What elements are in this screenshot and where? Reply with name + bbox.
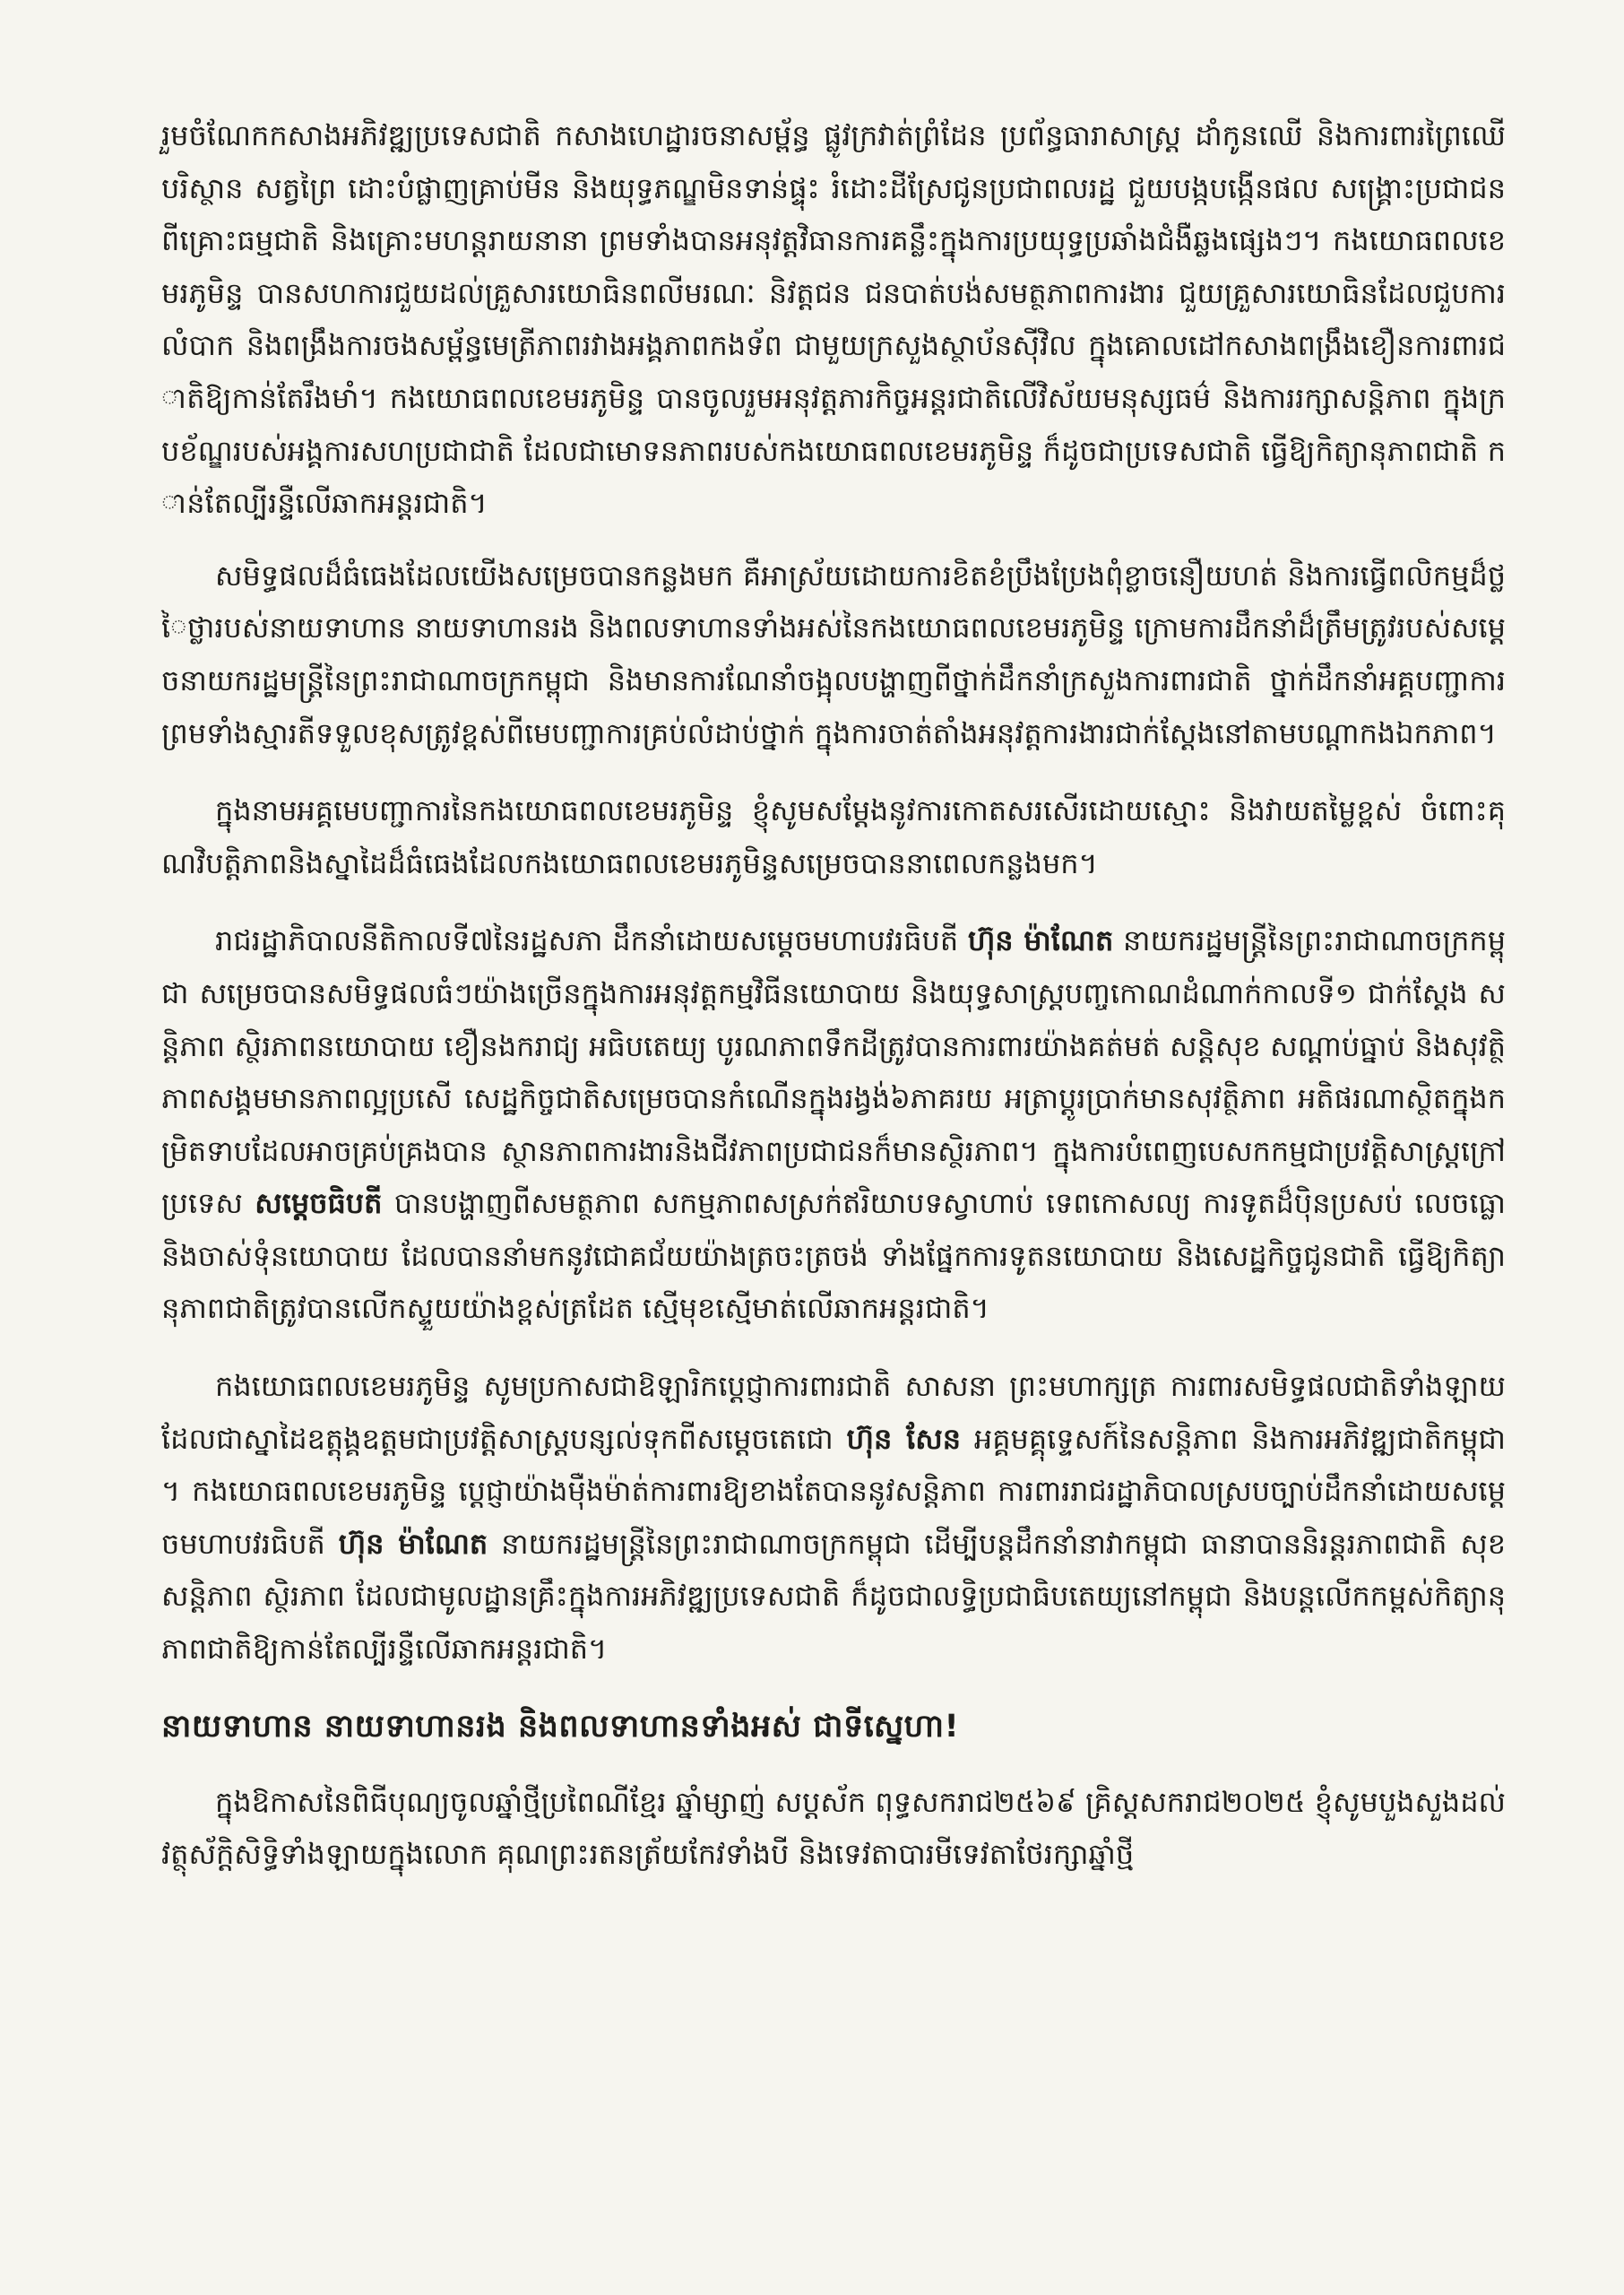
paragraph-4-text-c: បានបង្ហាញពីសមត្ថភាព សកម្មភាពសស្រក់ឥរិយាបទស្វាហាប់ ទេពកោសល្យ ការទូតដ៏ប៉ិនប្រសប់ លេចធ្លោ និងចាស់ទុំនយោបាយ ដែលបាននាំមកនូវជោគជ័យយ៉ាងត្រចះត្រចង់ ទាំងផ្នែកការទូតនយោបាយ និងសេដ្ឋកិច្ចជូនជាតិ ធ្វើឱ្យកិត្យានុភាពជាតិត្រូវបានលើកស្ទួយយ៉ាងខ្ពស់ត្រដែត ស្មើមុខស្មើមាត់លើឆាកអន្តរជាតិ។ [161,1186,1506,1326]
samdech-thipadei-bold: សម្តេចធិបតី [255,1186,383,1221]
paragraph-5-text-a: កងយោធពលខេមរភូមិន្ទ សូមប្រកាសជាឱឡារិកប្តេជ្ញាការពារជាតិ សាសនា ព្រះមហាក្សត្រ ការពារសមិទ្ធផលជាតិទាំងឡាយ ដែលជាស្នាដៃឧត្តុង្គឧត្តមជាប្រវត្តិសាស្ត្របន្សល់ទុកពីសម្តេចតេជោ [161,1369,1506,1456]
paragraph-1-text: រួមចំណែកកសាងអភិវឌ្ឍប្រទេសជាតិ កសាងហេដ្ឋារចនាសម្ព័ន្ធ ផ្លូវក្រវាត់ព្រំដែន ប្រព័ន្ធធារាសាស្ត្រ ដាំកូនឈើ និងការពារព្រៃឈើ បរិស្ថាន សត្វព្រៃ ដោះបំផ្លាញគ្រាប់មីន និងយុទ្ធភណ្ឌមិនទាន់ផ្ទុះ រំដោះដីស្រែជូនប្រជាពលរដ្ឋ ជួយបង្កបង្កើនផល សង្គ្រោះប្រជាជនពីគ្រោះធម្មជាតិ និងគ្រោះមហន្តរាយនានា ព្រមទាំងបានអនុវត្តវិធានការគន្លឹះក្នុងការប្រយុទ្ធប្រឆាំងជំងឺឆ្លងផ្សេងៗ។ កងយោធពលខេមរភូមិន្ទ បានសហការជួយដល់គ្រួសារយោធិនពលីមរណៈ និវត្តជន ជនបាត់បង់សមត្ថភាពការងារ ជួយគ្រួសារយោធិនដែលជួបការលំបាក និងពង្រឹងការចងសម្ព័ន្ធមេត្រីភាពរវាងអង្គភាពកងទ័ព ជាមួយក្រសួងស្ថាប័នស៊ីវិល ក្នុងគោលដៅកសាងពង្រឹងខឿនការពារជាតិឱ្យកាន់តែរឹងមាំ។ កងយោធពលខេមរភូមិន្ទ បានចូលរួមអនុវត្តភារកិច្ចអន្តរជាតិលើវិស័យមនុស្សធម៌ និងការរក្សាសន្តិភាព ក្នុងក្របខ័ណ្ឌរបស់អង្គការសហប្រជាជាតិ ដែលជាមោទនភាពរបស់កងយោធពលខេមរភូមិន្ទ ក៏ដូចជាប្រទេសជាតិ ធ្វើឱ្យកិត្យានុភាពជាតិ កាន់តែល្បីរន្ទឺលើឆាកអន្តរជាតិ។ [161,118,1506,521]
hun-sen-name-bold: ហ៊ុន សែន [846,1421,962,1456]
paragraph-3-text: ក្នុងនាមអគ្គមេបញ្ជាការនៃកងយោធពលខេមរភូមិន្ទ ខ្ញុំសូមសម្តែងនូវការកោតសរសើរដោយស្មោះ និងវាយតម្លៃខ្ពស់ ចំពោះគុណវិបត្តិភាពនិងស្នាដៃដ៏ធំធេងដែលកងយោធពលខេមរភូមិន្ទសម្រេចបាននាពេលកន្លងមក។ [161,793,1506,880]
address-heading: នាយទាហាន នាយទាហានរង និងពលទាហានទាំងអស់ ជាទីស្នេហា! [161,1708,960,1745]
paragraph-4-text-b: នាយករដ្ឋមន្ត្រីនៃព្រះរាជាណាចក្រកម្ពុជា សម្រេចបានសមិទ្ធផលធំៗយ៉ាងច្រើនក្នុងការអនុវត្តកម្មវិធីនយោបាយ និងយុទ្ធសាស្ត្របញ្ចកោណដំណាក់កាលទី១ ជាក់ស្តែង សន្តិភាព ស្ថិរភាពនយោបាយ ខឿនងករាជ្យ អធិបតេយ្យ បូរណភាពទឹកដីត្រូវបានការពារយ៉ាងគត់មត់ សន្តិសុខ សណ្តាប់ធ្នាប់ និងសុវត្ថិភាពសង្គមមានភាពល្អប្រសើ សេដ្ឋកិច្ចជាតិសម្រេចបានកំណើនក្នុងរង្វង់៦ភាគរយ អត្រាប្តូរប្រាក់មានសុវត្ថិភាព អតិផរណាស្ថិតក្នុងកម្រិតទាបដែលអាចគ្រប់គ្រងបាន ស្ថានភាពការងារនិងជីវភាពប្រជាជនក៏មានស្ថិរភាព។ ក្នុងការបំពេញបេសកកម្មជាប្រវត្តិសាស្ត្រក្រៅប្រទេស [161,923,1507,1221]
paragraph-3 [161,784,1506,889]
paragraph-5 [161,1360,1506,1676]
paragraph-5-text-c: នាយករដ្ឋមន្ត្រីនៃព្រះរាជាណាចក្រកម្ពុជា ដើម្បីបន្តដឹកនាំនាវាកម្ពុជា ធានាបាននិរន្តរភាពជាតិ សុខសន្តិភាព ស្ថិរភាព ដែលជាមូលដ្ឋានគ្រឹះក្នុងការអភិវឌ្ឍប្រទេសជាតិ ក៏ដូចជាលទ្ធិប្រជាធិបតេយ្យនៅកម្ពុជា និងបន្តលើកកម្ពស់កិត្យានុភាពជាតិឱ្យកាន់តែល្បីរន្ទឺលើឆាកអន្តរជាតិ។ [161,1526,1507,1667]
closing-paragraph [161,1776,1506,1881]
pm-name-bold-2: ហ៊ុន ម៉ាណែត [338,1526,488,1561]
paragraph-2-text: សមិទ្ធផលដ៏ធំធេងដែលយើងសម្រេចបានកន្លងមក គឺអាស្រ័យដោយការខិតខំប្រឹងប្រែងពុំខ្លាចនឿយហត់ និងការធ្វើពលិកម្មដ៏ថ្លៃថ្លារបស់នាយទាហាន នាយទាហានរង និងពលទាហានទាំងអស់នៃកងយោធពលខេមរភូមិន្ទ ក្រោមការដឹកនាំដ៏ត្រឹមត្រូវរបស់សម្តេចនាយករដ្ឋមន្ត្រីនៃព្រះរាជាណាចក្រកម្ពុជា និងមានការណែនាំចង្អុលបង្ហាញពីថ្នាក់ដឹកនាំក្រសួងការពារជាតិ ថ្នាក់ដឹកនាំអគ្គបញ្ជាការ ព្រមទាំងស្មារតីទទួលខុសត្រូវខ្ពស់ពីមេបញ្ជាការគ្រប់លំដាប់ថ្នាក់ ក្នុងការចាត់តាំងអនុវត្តការងារជាក់ស្តែងនៅតាមបណ្តាកងឯកភាព។ [161,558,1506,750]
paragraph-5-text-b: អគ្គមគ្គុទ្ទេសក៍នៃសន្តិភាព និងការអភិវឌ្ឍជាតិកម្ពុជា។ កងយោធពលខេមរភូមិន្ទ ប្តេជ្ញាយ៉ាងម៉ឺងម៉ាត់ការពារឱ្យខាងតែបាននូវសន្តិភាព ការពាររាជរដ្ឋាភិបាលស្របច្បាប់ដឹកនាំដោយសម្តេចមហាបវរធិបតី [161,1421,1507,1561]
paragraph-1 [161,109,1506,530]
pm-name-bold: ហ៊ុន ម៉ាណែត [967,923,1114,958]
paragraph-2 [161,550,1506,759]
paragraph-4-text-a: រាជរដ្ឋាភិបាលនីតិកាលទី៧នៃរដ្ឋសភា ដឹកនាំដោយសម្តេចមហាបវរធិបតី [215,923,968,958]
closing-paragraph-text: ក្នុងឱកាសនៃពិធីបុណ្យចូលឆ្នាំថ្មីប្រពៃណីខ្មែរ ឆ្នាំម្សាញ់ សប្តស័ក ពុទ្ធសករាជ២៥៦៩ គ្រិស្តសករាជ២០២៥ ខ្ញុំសូមបួងសួងដល់វត្ថុស័ក្តិសិទ្ធិទាំងឡាយក្នុងលោក គុណព្រះរតនត្រ័យកែវទាំងបី និងទេវតាបារមីទេវតាថែរក្សាឆ្នាំថ្មី [161,1784,1506,1872]
paragraph-4 [161,914,1506,1335]
